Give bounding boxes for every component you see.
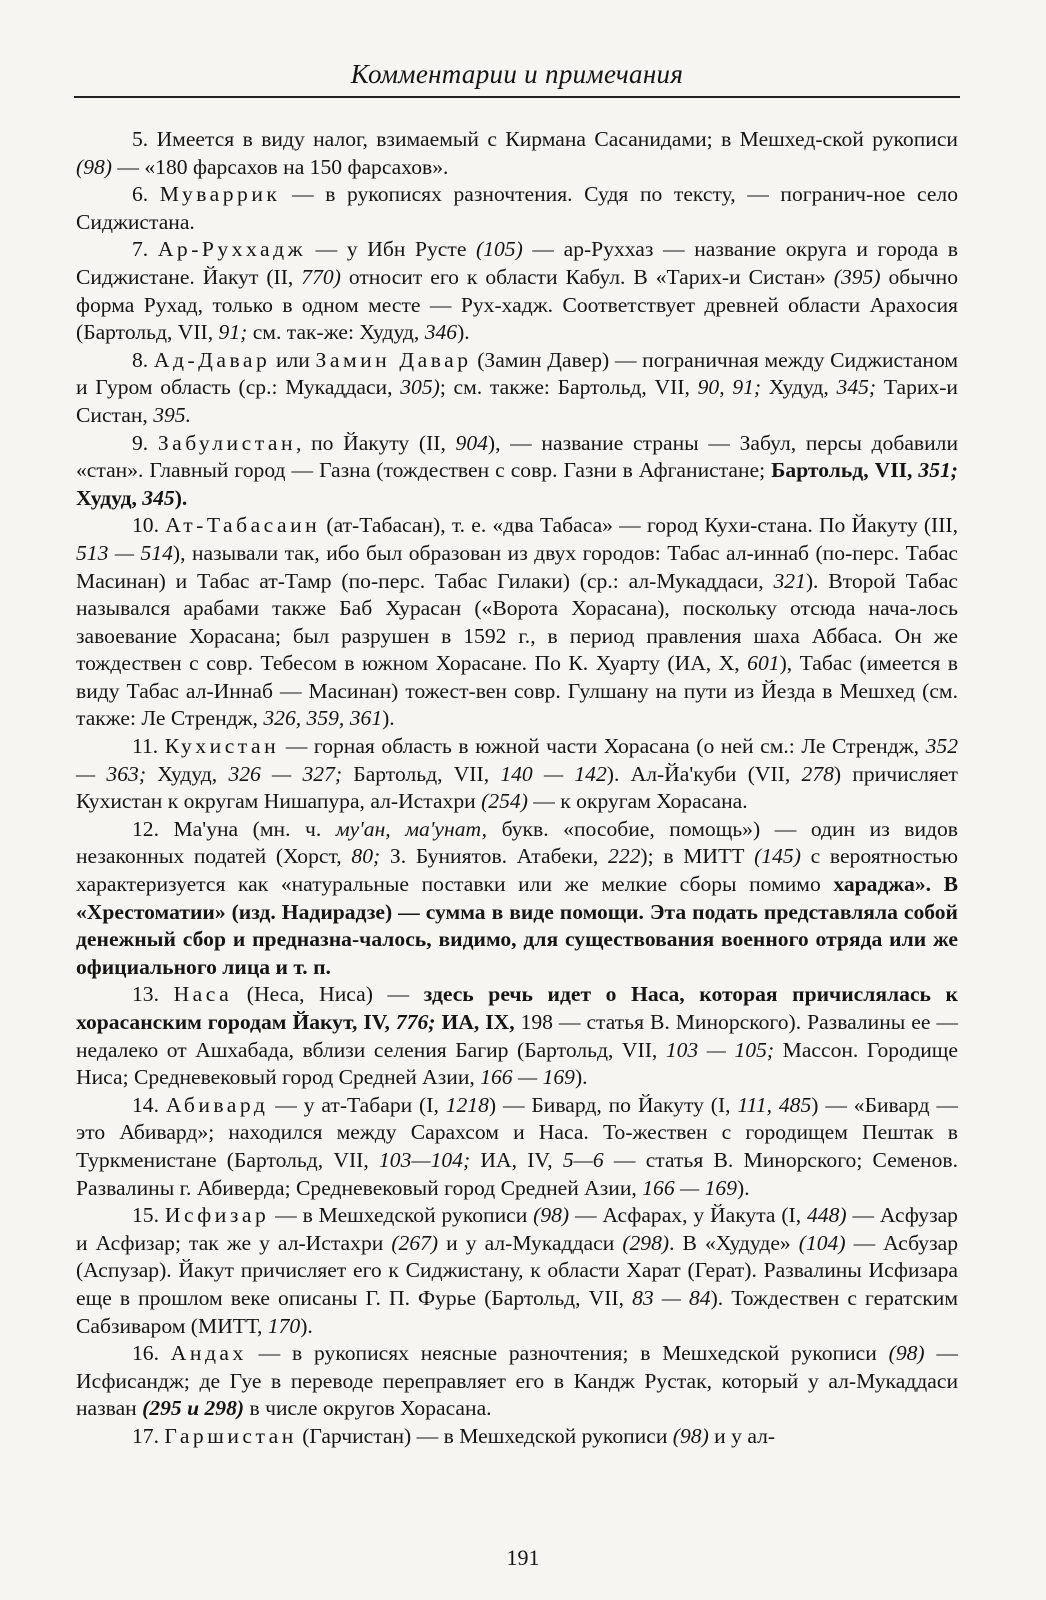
note-text: (254) (481, 789, 528, 814)
note-text: — в Мешхедской рукописи (269, 1203, 534, 1228)
note-text: 11. (132, 734, 165, 759)
note-text: (98) (672, 1423, 709, 1448)
note-text: ). Второй Табас назывался арабами также Баб Хурасан («Ворота Хорасана), поскольку отсюда нача-лось завоевание Хорасана; был разрушен в 1592 г., в период правления шаха Аббаса. Он же тождествен с совр. Тебесом в южном Хорасане. По К. Хуарту (ИА, X, (76, 568, 959, 676)
note-text: 5—6 (562, 1147, 604, 1172)
note-text: ). (574, 1065, 588, 1090)
note-text: (98) (533, 1203, 570, 1228)
note-text: 770) (301, 264, 341, 289)
note-text: 9. (132, 430, 158, 455)
note-text: 111, 485 (737, 1092, 812, 1117)
note-text: 16. (132, 1341, 171, 1366)
note-text: 6. (132, 182, 160, 207)
note-text: 10. (132, 513, 166, 538)
note-text: ). (174, 485, 188, 510)
note-term: Забулистан (157, 430, 297, 455)
note-text: (98) (888, 1341, 925, 1366)
note-text: (105) (476, 237, 523, 262)
note-text: 222 (608, 844, 641, 869)
running-header: Комментарии и примечания (350, 59, 684, 89)
note-text: 83 — 84 (632, 1285, 711, 1310)
note-text: . В «Худуде» (669, 1230, 799, 1255)
note-text: с вероятностью характеризуется как «натуральные поставки или же мелкие сборы помимо (76, 844, 958, 897)
note-text: 513 — 514 (76, 540, 173, 565)
note-text: в числе округов Хорасана. (244, 1396, 492, 1421)
note-text: ) — «Бивард — это Абивард»; находился между Сарахсом и Наса. То-жествен с городищем Пештак в Туркменистане (Бартольд, VII, (76, 1092, 958, 1172)
note-text: 278 (801, 761, 834, 786)
note-text: (104) (798, 1230, 846, 1255)
note-text: 8. (132, 347, 154, 372)
note-text: (145) (754, 844, 801, 869)
note-text: — у Ибн Русте (306, 237, 477, 262)
note-text: 345 (142, 485, 175, 510)
note-text: 321 (773, 568, 806, 593)
note-paragraph (76, 126, 958, 181)
note-paragraph (76, 1092, 958, 1202)
note-text: — Асбузар (Аспузар). Йакут причисляет его к Сиджистану, к области Харат (Герат). Развалины Исфизара еще в прошлом веке описаны Г. П. Фурье (Бартольд, VII, (76, 1230, 959, 1310)
note-text: Массон. Городище Ниса; Средневековый город Средней Азии, (76, 1037, 958, 1090)
note-text: му'ан, ма'унат, (335, 816, 488, 841)
note-term: Замин Давар (315, 347, 472, 372)
note-term: Ар-Руххадж (157, 237, 307, 262)
note-text: Худуд, (76, 485, 143, 510)
note-text: 345; (836, 375, 877, 400)
note-text: 17. (132, 1423, 165, 1448)
note-text: хараджа». В «Хрестоматии» (изд. Надирадзе) — сумма в виде помощи. Эта подать представляла собой денежный сбор и предназна-чалось, видимо, для существования военного отряда или же официального лица и т. п. (76, 872, 958, 979)
note-text: ). (382, 706, 395, 731)
note-text: 395. (153, 402, 191, 427)
note-text: 13. (132, 982, 174, 1007)
note-text: 166 — 169 (480, 1065, 575, 1090)
note-text: 7. (132, 237, 158, 262)
note-text: (298) (622, 1230, 670, 1255)
notes-body (76, 126, 958, 1451)
note-text: здесь речь идет о Наса, которая причислялась к хорасанским городам Йакут, IV, (76, 982, 958, 1034)
note-text: 776; (395, 1010, 436, 1034)
note-text: 326, 359, 361 (263, 706, 383, 731)
note-text: 351; (918, 458, 958, 483)
note-text: — статья В. Минорского; Семенов. Развалины г. Абиверда; Средневековый город Средней Азии, (76, 1147, 958, 1200)
note-text: 305) (400, 375, 440, 400)
note-paragraph (76, 1423, 958, 1451)
note-text: — Исфисандж; де Гуе в переводе переправляет его в Кандж Рустак, который у ал-Мукаддаси назван (76, 1341, 959, 1421)
note-text: — в рукописях неясные разночтения; в Мешхедской рукописи (246, 1341, 889, 1366)
note-text: Тарих-и Систан, (76, 375, 958, 427)
note-text: 103—104; (379, 1147, 471, 1172)
note-text: — Асфарах, у Йакута (I, (569, 1203, 807, 1228)
note-text: (395) (833, 264, 881, 289)
note-text: 601 (747, 651, 780, 676)
note-text: 14. (132, 1092, 166, 1117)
note-paragraph (76, 430, 958, 513)
note-text: — ар-Руххаз — название округа и города в Сиджистане. Йакут (II, (76, 237, 958, 289)
note-text: 15. (132, 1203, 165, 1228)
note-text: (Замин Давер) — пограничная между Сиджистаном и Гуром область (ср.: Мукаддаси, (76, 347, 959, 400)
note-text: ; см. также: Бартольд, VII, (439, 375, 698, 400)
note-text: 170 (267, 1313, 301, 1338)
note-text: ), — название страны — Забул, персы добавили «стан». Главный город — Газна (тождествен с совр. Газни в Афганистане; (76, 430, 958, 483)
note-text: (98) (76, 154, 112, 179)
note-text: ) причисляет Кухистан к округам Нишапура, ал-Истахри (76, 761, 958, 814)
note-text: ) — Бивард, по Йакуту (I, (488, 1092, 738, 1117)
note-text: (ат-Табасан), т. е. «два Табаса» — город Кухи-стана. По Йакуту (III, (320, 513, 959, 538)
note-text: 103 — 105; (665, 1037, 775, 1062)
note-text: ИА, IV, (470, 1147, 563, 1172)
note-text: 91; (218, 320, 248, 345)
note-term: Ат-Табасаин (165, 513, 321, 538)
note-text: ). (737, 1175, 750, 1200)
note-text: 198 — статья В. Минорского). Развалины ее — недалеко от Ашхабада, вблизи селения Багир (Бартольд, VII, (76, 1010, 958, 1062)
note-text: ИА, IX, (435, 1010, 521, 1034)
note-term: Абивард (165, 1092, 269, 1117)
note-text: 80; (351, 844, 381, 869)
page-number: 191 (506, 1545, 540, 1570)
note-text: ); в МИТТ (640, 844, 755, 869)
header-rule (74, 96, 960, 98)
note-paragraph (76, 733, 958, 816)
note-term: Наса (173, 982, 233, 1007)
note-text: , по Йакуту (II, (296, 430, 456, 455)
note-text: или (270, 347, 316, 372)
note-text: 326 — 327; (228, 761, 343, 786)
note-paragraph (76, 816, 958, 982)
note-text: Бартольд, VII, (342, 761, 501, 786)
note-text: (Гарчистан) — в Мешхедской рукописи (296, 1423, 673, 1448)
note-text: ), называли так, ибо был образован из двух городов: Табас ал-иннаб (по-перс. Табас Масинан) и Табас ат-Тамр (по-перс. Табас Гилаки) (ср.: ал-Мукаддаси, (76, 540, 958, 593)
note-text: 12. Ма'уна (мн. ч. (132, 816, 336, 841)
note-text: Бартольд, VII, (771, 458, 919, 483)
note-paragraph (76, 512, 958, 733)
note-paragraph (76, 236, 958, 346)
note-term: Муваррик (159, 182, 281, 207)
note-text: 90, 91; (697, 375, 762, 400)
note-text: З. Буниятов. Атабеки, (380, 844, 609, 869)
note-paragraph (76, 981, 958, 1091)
note-paragraph (76, 181, 958, 236)
note-text: 140 — 142 (500, 761, 607, 786)
note-term: Кухистан (164, 734, 280, 759)
note-paragraph (76, 1340, 958, 1423)
note-text: см. так-же: Худуд, (247, 320, 425, 345)
note-text: (295 и 298) (142, 1396, 245, 1421)
note-text: относит его к области Кабул. В «Тарих-и Систан» (340, 264, 834, 289)
note-text: — в рукописях разночтения. Судя по тексту, — погранич-ное село Сиджистана. (76, 182, 958, 234)
note-text: Худуд, (761, 375, 837, 400)
note-text: 904 (455, 430, 488, 455)
note-text: ), Табас (имеется в виду Табас ал-Иннаб — Масинан) тожест-вен совр. Гулшану на пути из Йезда в Мешхед (см. также: Ле Стрендж, (76, 651, 958, 731)
note-term: Андах (170, 1341, 247, 1366)
note-text: 448) (807, 1203, 847, 1228)
note-term: Гаршистан (164, 1423, 297, 1448)
note-text: 346 (424, 320, 458, 345)
note-text: букв. «пособие, помощь») — один из видов незаконных податей (Хорст, (76, 816, 958, 869)
note-text: 352 — 363; (76, 734, 958, 786)
note-paragraph (76, 1202, 958, 1340)
note-text: 1218 (445, 1092, 489, 1117)
note-text: ). (300, 1313, 313, 1338)
note-paragraph (76, 347, 958, 430)
note-text: Худуд, (146, 761, 229, 786)
note-text: — «180 фарсахов на 150 фарсахов». (111, 154, 449, 179)
note-text: 5. Имеется в виду налог, взимаемый с Кирмана Сасанидами; в Мешхед-ской рукописи (132, 127, 958, 151)
note-text: ). (457, 320, 470, 345)
note-text: обычно форма Рухад, только в одном месте — Рух-хадж. Соответствует древней области Арахосия (Бартольд, VII, (76, 264, 959, 345)
note-text: — к округам Хорасана. (527, 789, 748, 814)
note-term: Ад-Давар (153, 347, 271, 372)
note-term: Исфизар (164, 1203, 270, 1228)
note-text: (267) (391, 1230, 439, 1255)
note-text: и у ал-Мукаддаси (438, 1230, 623, 1255)
note-text: ). Тождествен с гератским Сабзиваром (МИТТ, (76, 1285, 958, 1338)
note-text: — горная область в южной части Хорасана (о ней см.: Ле Стрендж, (279, 734, 926, 759)
note-text: ). Ал-Йа'куби (VII, (606, 761, 802, 786)
note-text: и у ал- (708, 1423, 776, 1448)
note-text: — у ат-Табари (I, (268, 1092, 446, 1117)
note-text: (Неса, Ниса) — (232, 982, 424, 1007)
note-text: 166 — 169 (642, 1175, 737, 1200)
note-text: — Асфузар и Асфизар; так же у ал-Истахри (76, 1203, 958, 1255)
